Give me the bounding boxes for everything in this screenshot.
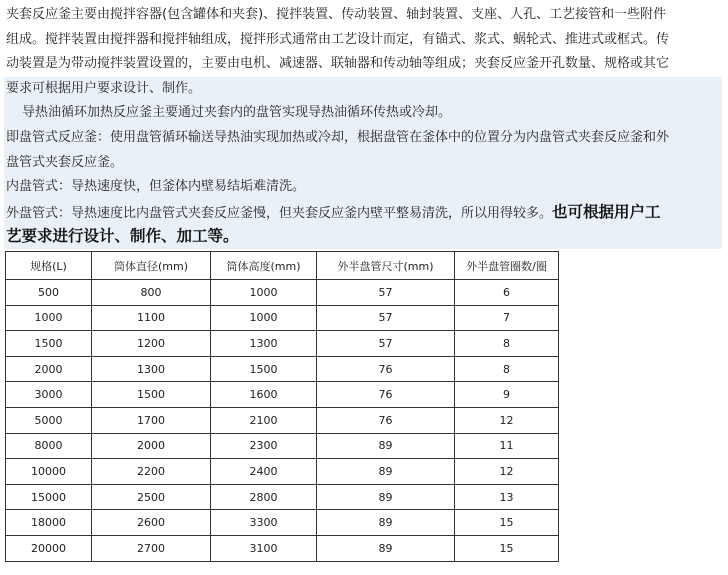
cell-height: 1000 [211, 305, 317, 331]
cell-coil-size: 76 [317, 382, 455, 408]
header-coil-size: 外半盘管尺寸(mm) [317, 252, 455, 280]
cell-coil-turns: 11 [455, 433, 559, 459]
cell-diameter: 2200 [92, 459, 211, 485]
cell-coil-turns: 8 [455, 356, 559, 382]
coil-type-line-1: 即盘管式反应釜：使用盘管循环输送导热油实现加热或冷却，根据盘管在釜体中的位置分为内盘管式夹套反应釜和外 [4, 126, 722, 151]
cell-coil-size: 89 [317, 535, 455, 561]
cell-coil-turns: 6 [455, 280, 559, 306]
heating-paragraph: 导热油循环加热反应釜主要通过夹套内的盘管实现导热油循环传热或冷却。 [4, 101, 722, 126]
cell-capacity: 18000 [6, 510, 92, 536]
cell-capacity: 3000 [6, 382, 92, 408]
cell-coil-size: 89 [317, 510, 455, 536]
intro-line-1: 夹套反应釜主要由搅拌容器(包含罐体和夹套)、搅拌装置、传动装置、轴封装置、支座、人孔、工艺接管和一些附件 [6, 7, 667, 22]
header-coil-turns: 外半盘管圈数/圈 [455, 252, 559, 280]
table-row [6, 382, 559, 408]
cell-height: 2400 [211, 459, 317, 485]
intro-line-3: 动装置是为带动搅拌装置设置的，主要由电机、减速器、联轴器和传动轴等组成；夹套反应釜开孔数量、规格或其它 [6, 56, 670, 72]
cell-coil-size: 76 [317, 407, 455, 433]
coil-type-line-2: 盘管式夹套反应釜。 [4, 151, 722, 176]
cell-diameter: 1200 [92, 331, 211, 357]
cell-coil-size: 57 [317, 305, 455, 331]
cell-height: 1300 [211, 331, 317, 357]
cell-coil-turns: 13 [455, 484, 559, 510]
cell-capacity: 5000 [6, 407, 92, 433]
cell-height: 1500 [211, 356, 317, 382]
cell-capacity: 20000 [6, 535, 92, 561]
cell-diameter: 1100 [92, 305, 211, 331]
table-row [6, 356, 559, 382]
table-row [6, 484, 559, 510]
cell-coil-turns: 15 [455, 535, 559, 561]
cell-capacity: 2000 [6, 356, 92, 382]
cell-diameter: 2700 [92, 535, 211, 561]
cell-diameter: 1700 [92, 407, 211, 433]
cell-height: 1000 [211, 280, 317, 306]
cell-height: 3100 [211, 535, 317, 561]
cell-diameter: 800 [92, 280, 211, 306]
table-row [6, 305, 559, 331]
cell-coil-turns: 8 [455, 331, 559, 357]
cell-coil-turns: 12 [455, 407, 559, 433]
cell-coil-turns: 15 [455, 510, 559, 536]
cell-capacity: 15000 [6, 484, 92, 510]
header-diameter: 筒体直径(mm) [92, 252, 211, 280]
cell-coil-turns: 7 [455, 305, 559, 331]
cell-height: 1600 [211, 382, 317, 408]
cell-diameter: 2500 [92, 484, 211, 510]
cell-diameter: 2000 [92, 433, 211, 459]
table-row [6, 280, 559, 306]
cell-diameter: 2600 [92, 510, 211, 536]
cell-capacity: 1500 [6, 331, 92, 357]
cell-coil-size: 76 [317, 356, 455, 382]
table-row [6, 535, 559, 561]
cell-height: 2300 [211, 433, 317, 459]
cell-capacity: 10000 [6, 459, 92, 485]
header-height: 筒体高度(mm) [211, 252, 317, 280]
cell-height: 2100 [211, 407, 317, 433]
table-row [6, 459, 559, 485]
table-row [6, 433, 559, 459]
cell-height: 2800 [211, 484, 317, 510]
outer-coil-text: 外盘管式：导热速度比内盘管式夹套反应釜慢，但夹套反应釜内壁平整易清洗，所以用得较多。 [6, 205, 553, 221]
table-row [6, 331, 559, 357]
intro-line-2: 组成。搅拌装置由搅拌器和搅拌轴组成，搅拌形式通常由工艺设计而定，有锚式、浆式、蜗轮式、推进式或框式。传 [6, 31, 670, 47]
header-capacity: 规格(L) [6, 252, 92, 280]
cell-capacity: 8000 [6, 433, 92, 459]
cell-height: 3300 [211, 510, 317, 536]
cell-coil-size: 89 [317, 433, 455, 459]
table-row [6, 510, 559, 536]
outer-coil-bold-tail: 也可根据用户工 [552, 202, 661, 221]
cell-coil-turns: 12 [455, 459, 559, 485]
cell-capacity: 1000 [6, 305, 92, 331]
inner-coil-paragraph: 内盘管式：导热速度快，但釜体内壁易结垢难清洗。 [4, 175, 722, 200]
spec-table [5, 251, 559, 562]
cell-coil-size: 89 [317, 484, 455, 510]
cell-diameter: 1500 [92, 382, 211, 408]
table-row [6, 407, 559, 433]
cell-coil-size: 57 [317, 331, 455, 357]
table-header-row [6, 252, 559, 280]
article-text [4, 3, 722, 249]
intro-line-4: 要求可根据用户要求设计、制作。 [4, 77, 722, 102]
outer-coil-bold-line2: 艺要求进行设计、制作、加工等。 [6, 227, 239, 246]
cell-coil-size: 89 [317, 459, 455, 485]
cell-coil-size: 57 [317, 280, 455, 306]
outer-coil-line-1 [4, 200, 722, 225]
cell-coil-turns: 9 [455, 382, 559, 408]
cell-capacity: 500 [6, 280, 92, 306]
cell-diameter: 1300 [92, 356, 211, 382]
outer-coil-line-2 [4, 224, 722, 249]
